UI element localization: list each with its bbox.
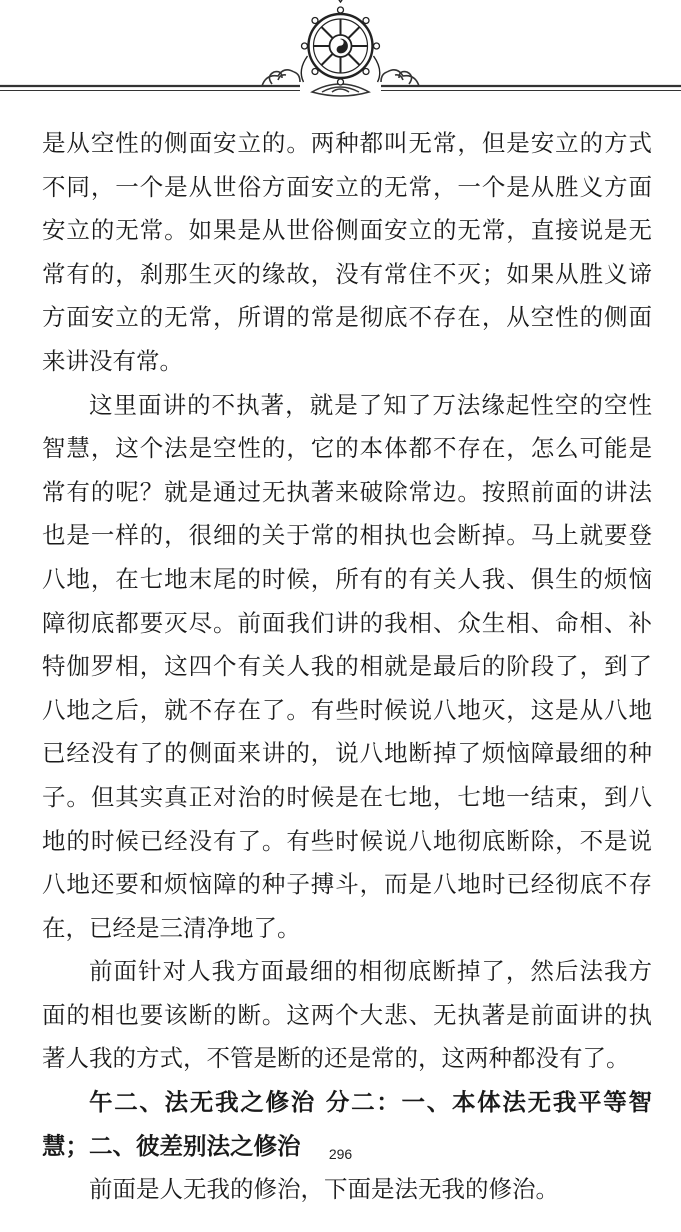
text-body [42, 122, 652, 1212]
lotus-base-icon [312, 84, 369, 96]
paragraph-1: 是从空性的侧面安立的。两种都叫无常，但是安立的方式不同，一个是从世俗方面安立的无常，一个是从胜义方面安立的无常。如果是从世俗侧面安立的无常，直接说是无常有的，刹那生灭的缘故，没有常住不灭；如果从胜义谛方面安立的无常，所谓的常是彻底不存在，从空性的侧面来讲没有常。 [42, 129, 652, 375]
dharma-wheel-icon [301, 0, 380, 85]
cloud-scroll-right-icon [381, 70, 419, 86]
paragraph-closing: 前面是人无我的修治，下面是法无我的修治。 [89, 1175, 559, 1204]
cloud-scroll-left-icon [262, 70, 300, 86]
section-heading: 午二、法无我之修治 分二：一、本体法无我平等智慧；二、彼差别法之修治 [42, 1088, 652, 1160]
header-ornament [0, 0, 681, 110]
page-number: 296 [328, 1146, 353, 1162]
paragraph-3: 前面针对人我方面最细的相彻底断掉了，然后法我方面的相也要该断的断。这两个大悲、无执著是前面讲的执著人我的方式，不管是断的还是常的，这两种都没有了。 [42, 957, 652, 1073]
paragraph-2: 这里面讲的不执著，就是了知了万法缘起性空的空性智慧，这个法是空性的，它的本体都不存在，怎么可能是常有的呢？就是通过无执著来破除常边。按照前面的讲法也是一样的，很细的关于常的相执也会断掉。马上就要登八地，在七地末尾的时候，所有的有关人我、俱生的烦恼障彻底都要灭尽。前面我们讲的我相、众生相、命相、补特伽罗相，这四个有关人我的相就是最后的阶段了，到了八地之后，就不存在了。有些时候说八地灭，这是从八地已经没有了的侧面来讲的，说八地断掉了烦恼障最细的种子。但其实真正对治的时候是在七地，七地一结束，到八地的时候已经没有了。有些时候说八地彻底断除，不是说八地还要和烦恼障的种子搏斗，而是八地时已经彻底不存在，已经是三清净地了。 [42, 390, 652, 942]
